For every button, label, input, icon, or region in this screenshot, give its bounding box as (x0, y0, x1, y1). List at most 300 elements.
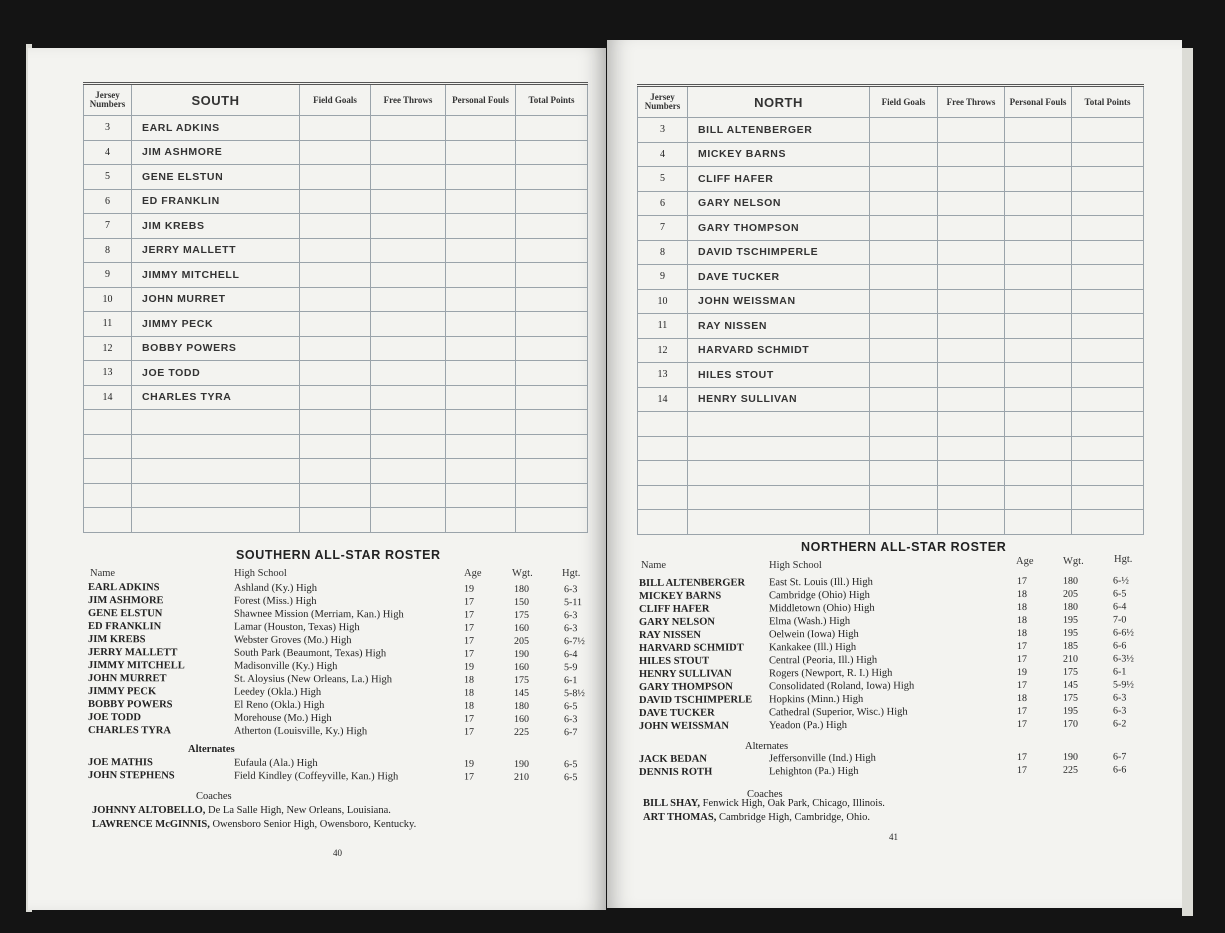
score-cell (1072, 216, 1144, 241)
score-cell (516, 336, 588, 361)
right-page-edge (1182, 48, 1193, 916)
jersey-number-cell: 5 (84, 165, 132, 190)
score-cell (1072, 289, 1144, 314)
score-cell (371, 410, 446, 435)
table-row (84, 410, 588, 435)
score-cell (1005, 412, 1072, 437)
roster-school: Kankakee (Ill.) High (768, 641, 857, 654)
score-cell (300, 336, 371, 361)
score-cell (1072, 510, 1144, 535)
table-row (638, 412, 1144, 437)
score-cell (516, 459, 588, 484)
roster-hgt: 6-3 (563, 714, 578, 726)
roster-wgt: 175 (513, 609, 530, 621)
score-cell (371, 336, 446, 361)
score-cell (446, 116, 516, 141)
jersey-number-cell: 12 (638, 338, 688, 363)
jersey-number-cell: 10 (84, 287, 132, 312)
roster-wgt: 170 (1062, 718, 1079, 730)
roster-hgt: 6-½ (1112, 575, 1129, 587)
jersey-number-cell: 9 (84, 263, 132, 288)
roster-age: 17 (463, 648, 475, 660)
roster-school: Elma (Wash.) High (768, 615, 851, 628)
score-cell (1005, 265, 1072, 290)
roster-age: 17 (463, 609, 475, 621)
score-cell (1072, 265, 1144, 290)
roster-school: East St. Louis (Ill.) High (768, 576, 873, 589)
roster-hgt: 6-6 (1112, 640, 1127, 652)
player-name-cell (132, 459, 300, 484)
score-cell (516, 410, 588, 435)
roster-hgt: 5-9½ (1112, 679, 1134, 691)
northern-roster (639, 540, 1154, 900)
roster-age: 19 (463, 758, 475, 770)
roster-age: 17 (463, 635, 475, 647)
roster-name: JOHN STEPHENS (87, 770, 175, 782)
roster-name: JOE MATHIS (87, 757, 153, 769)
roster-hgt: 6-5 (563, 759, 578, 771)
roster-age: 19 (463, 583, 475, 595)
team-header-south: SOUTH (132, 84, 300, 116)
roster-wgt: 225 (513, 726, 530, 738)
score-cell (938, 485, 1005, 510)
player-name-cell: RAY NISSEN (688, 314, 870, 339)
score-cell (446, 287, 516, 312)
roster-age: 19 (463, 661, 475, 673)
score-cell (938, 118, 1005, 143)
roster-school: Yeadon (Pa.) High (768, 719, 848, 732)
roster-header-hgt: Hgt. (1114, 554, 1133, 565)
roster-hgt: 6-6 (1112, 764, 1127, 776)
jersey-number-cell: 13 (84, 361, 132, 386)
jersey-number-cell: 10 (638, 289, 688, 314)
roster-age: 17 (1016, 640, 1028, 653)
roster-school: Ashland (Ky.) High (233, 582, 318, 594)
free-throws-header: Free Throws (371, 84, 446, 116)
roster-age: 18 (463, 700, 475, 712)
roster-age: 18 (1016, 627, 1028, 640)
score-cell (300, 459, 371, 484)
roster-name: JIM KREBS (87, 634, 146, 646)
roster-school: Jeffersonville (Ind.) High (768, 752, 876, 765)
roster-school: Central (Peoria, Ill.) High (768, 654, 878, 667)
score-cell (371, 263, 446, 288)
roster-name: JIMMY MITCHELL (87, 660, 185, 672)
table-row (638, 216, 1144, 241)
alternates-label: Alternates (188, 744, 235, 755)
score-cell (516, 312, 588, 337)
roster-wgt: 195 (1062, 627, 1079, 639)
score-cell (870, 412, 938, 437)
jersey-number-cell: 4 (84, 140, 132, 165)
roster-hgt: 6-7½ (563, 636, 585, 648)
roster-name: MICKEY BARNS (638, 590, 722, 602)
score-cell (516, 263, 588, 288)
player-name-cell: EARL ADKINS (132, 116, 300, 141)
score-cell (870, 363, 938, 388)
roster-header-wgt: Wgt. (1063, 556, 1084, 567)
roster-age: 17 (463, 596, 475, 608)
roster-header-hgt: Hgt. (562, 568, 581, 579)
score-cell (371, 287, 446, 312)
table-row (638, 363, 1144, 388)
roster-name: CHARLES TYRA (87, 725, 171, 737)
roster-wgt: 160 (513, 713, 530, 725)
roster-school: Cathedral (Superior, Wisc.) High (768, 706, 908, 719)
roster-wgt: 145 (1062, 679, 1079, 691)
score-cell (938, 265, 1005, 290)
coach-name: JOHNNY ALTOBELLO, (92, 805, 206, 816)
roster-school: Atherton (Louisville, Ky.) High (233, 725, 368, 738)
score-cell (1005, 485, 1072, 510)
roster-hgt: 6-5 (563, 701, 578, 713)
table-row (638, 265, 1144, 290)
roster-age: 19 (1016, 666, 1028, 679)
roster-name: DENNIS ROTH (638, 766, 713, 778)
roster-wgt: 180 (513, 700, 530, 712)
player-name-cell: DAVE TUCKER (688, 265, 870, 290)
roster-age: 17 (463, 771, 475, 783)
score-cell (446, 165, 516, 190)
coach-name: ART THOMAS, (643, 812, 717, 823)
roster-hgt: 6-4 (563, 649, 578, 661)
player-name-cell: ED FRANKLIN (132, 189, 300, 214)
player-name-cell (688, 436, 870, 461)
score-cell (870, 191, 938, 216)
personal-fouls-header: Personal Fouls (446, 84, 516, 116)
score-cell (446, 263, 516, 288)
jersey-number-cell (638, 510, 688, 535)
player-name-cell (132, 483, 300, 508)
score-cell (938, 412, 1005, 437)
score-cell (938, 387, 1005, 412)
player-name-cell (132, 508, 300, 533)
roster-header-wgt: Wgt. (512, 568, 533, 579)
roster-name: HENRY SULLIVAN (638, 668, 732, 680)
player-name-cell: JERRY MALLETT (132, 238, 300, 263)
score-cell (870, 314, 938, 339)
table-row (84, 459, 588, 484)
player-name-cell: JOHN WEISSMAN (688, 289, 870, 314)
roster-wgt: 175 (1062, 692, 1079, 704)
roster-header-school: High School (234, 568, 287, 579)
roster-wgt: 225 (1062, 764, 1079, 776)
personal-fouls-header: Personal Fouls (1005, 86, 1072, 118)
roster-wgt: 180 (513, 583, 530, 595)
score-cell (938, 191, 1005, 216)
roster-hgt: 5-11 (563, 597, 582, 609)
page-number: 41 (889, 832, 898, 842)
roster-age: 18 (463, 674, 475, 686)
score-cell (516, 116, 588, 141)
roster-name: JIM ASHMORE (87, 595, 164, 607)
score-cell (300, 214, 371, 239)
jersey-number-cell (638, 436, 688, 461)
player-name-cell: BOBBY POWERS (132, 336, 300, 361)
score-cell (870, 387, 938, 412)
score-cell (1005, 363, 1072, 388)
score-cell (1005, 191, 1072, 216)
roster-title: NORTHERN ALL-STAR ROSTER (801, 540, 1007, 554)
table-row (84, 508, 588, 533)
player-name-cell: HARVARD SCHMIDT (688, 338, 870, 363)
jersey-number-cell (638, 461, 688, 486)
player-name-cell (688, 461, 870, 486)
jersey-number-cell: 7 (638, 216, 688, 241)
player-name-cell: GARY NELSON (688, 191, 870, 216)
roster-school: Rogers (Newport, R. I.) High (768, 667, 893, 680)
roster-name: GENE ELSTUN (87, 608, 163, 620)
score-cell (446, 459, 516, 484)
roster-wgt: 190 (1062, 751, 1079, 763)
score-cell (516, 140, 588, 165)
score-cell (300, 508, 371, 533)
score-cell (870, 265, 938, 290)
player-name-cell: CHARLES TYRA (132, 385, 300, 410)
jersey-numbers-header: Jersey Numbers (638, 86, 688, 118)
coach-school: Cambridge High, Cambridge, Ohio. (716, 812, 871, 823)
player-name-cell: GARY THOMPSON (688, 216, 870, 241)
roster-school: Madisonville (Ky.) High (233, 660, 338, 673)
player-name-cell: BILL ALTENBERGER (688, 118, 870, 143)
jersey-number-cell: 14 (84, 385, 132, 410)
score-cell (1072, 314, 1144, 339)
score-cell (446, 361, 516, 386)
jersey-number-cell: 8 (638, 240, 688, 265)
roster-hgt: 6-5 (563, 772, 578, 784)
jersey-numbers-header: Jersey Numbers (84, 84, 132, 116)
roster-age: 18 (1016, 692, 1028, 705)
score-cell (371, 459, 446, 484)
table-row (638, 167, 1144, 192)
jersey-number-cell: 12 (84, 336, 132, 361)
score-cell (300, 165, 371, 190)
score-cell (516, 189, 588, 214)
roster-hgt: 6-3½ (1112, 653, 1134, 665)
table-row (638, 240, 1144, 265)
roster-school: St. Aloysius (New Orleans, La.) High (233, 673, 393, 686)
roster-school: Leedey (Okla.) High (233, 686, 322, 699)
score-cell (516, 165, 588, 190)
roster-hgt: 6-1 (1112, 666, 1127, 678)
roster-wgt: 190 (513, 648, 530, 660)
score-cell (1072, 167, 1144, 192)
north-scoresheet (637, 84, 1144, 535)
team-header-north: NORTH (688, 86, 870, 118)
score-cell (1005, 118, 1072, 143)
coaches-label: Coaches (196, 791, 232, 802)
score-cell (300, 385, 371, 410)
table-row (638, 436, 1144, 461)
roster-school: Consolidated (Roland, Iowa) High (768, 680, 915, 693)
table-row (638, 191, 1144, 216)
player-name-cell (132, 434, 300, 459)
score-cell (938, 338, 1005, 363)
table-row (84, 116, 588, 141)
player-name-cell: JOHN MURRET (132, 287, 300, 312)
roster-hgt: 6-6½ (1112, 627, 1134, 639)
roster-name: ED FRANKLIN (87, 621, 162, 633)
roster-school: Forest (Miss.) High (233, 595, 317, 607)
score-cell (300, 483, 371, 508)
player-name-cell (132, 410, 300, 435)
roster-wgt: 205 (1062, 588, 1079, 600)
roster-hgt: 6-3 (563, 584, 578, 596)
score-cell (1072, 363, 1144, 388)
jersey-number-cell (638, 485, 688, 510)
roster-school: Morehouse (Mo.) High (233, 712, 332, 725)
score-cell (371, 483, 446, 508)
jersey-number-cell: 7 (84, 214, 132, 239)
score-cell (1005, 338, 1072, 363)
score-cell (1072, 412, 1144, 437)
roster-school: Field Kindley (Coffeyville, Kan.) High (233, 770, 399, 783)
score-cell (516, 361, 588, 386)
score-cell (300, 116, 371, 141)
roster-hgt: 6-5 (1112, 588, 1127, 600)
alternates-label: Alternates (745, 741, 789, 752)
coach-line (92, 819, 416, 830)
roster-wgt: 175 (1062, 666, 1079, 678)
jersey-number-cell: 11 (84, 312, 132, 337)
roster-age: 17 (1016, 751, 1028, 764)
score-cell (516, 238, 588, 263)
roster-name: JIMMY PECK (87, 686, 157, 698)
roster-name: HILES STOUT (638, 655, 710, 667)
player-name-cell: DAVID TSCHIMPERLE (688, 240, 870, 265)
score-cell (1072, 387, 1144, 412)
left-page (28, 48, 606, 910)
roster-age: 17 (1016, 575, 1028, 588)
score-cell (371, 189, 446, 214)
table-row (84, 312, 588, 337)
jersey-number-cell: 11 (638, 314, 688, 339)
jersey-number-cell: 14 (638, 387, 688, 412)
roster-wgt: 180 (1062, 575, 1079, 587)
score-cell (300, 189, 371, 214)
score-cell (446, 385, 516, 410)
field-goals-header: Field Goals (300, 84, 371, 116)
jersey-number-cell (84, 434, 132, 459)
table-row (638, 387, 1144, 412)
roster-name: JACK BEDAN (638, 753, 707, 765)
score-cell (938, 314, 1005, 339)
roster-name: CLIFF HAFER (638, 603, 710, 615)
score-cell (446, 140, 516, 165)
player-name-cell (688, 485, 870, 510)
roster-hgt: 6-3 (1112, 705, 1127, 717)
score-cell (870, 510, 938, 535)
score-cell (870, 167, 938, 192)
score-cell (446, 336, 516, 361)
score-cell (371, 385, 446, 410)
roster-wgt: 160 (513, 622, 530, 634)
score-cell (1005, 510, 1072, 535)
roster-age: 17 (1016, 653, 1028, 666)
coach-school: Owensboro Senior High, Owensboro, Kentucky. (209, 819, 417, 830)
score-cell (1072, 191, 1144, 216)
score-cell (1005, 289, 1072, 314)
roster-hgt: 6-3 (563, 610, 578, 622)
jersey-number-cell: 6 (638, 191, 688, 216)
score-cell (870, 118, 938, 143)
roster-name: EARL ADKINS (87, 582, 160, 594)
roster-name: JERRY MALLETT (87, 647, 178, 659)
table-row (638, 289, 1144, 314)
roster-school: Lamar (Houston, Texas) High (233, 621, 360, 634)
right-page (607, 40, 1182, 908)
roster-name: JOE TODD (87, 712, 142, 724)
table-row (638, 461, 1144, 486)
roster-wgt: 160 (513, 661, 530, 673)
score-cell (300, 410, 371, 435)
roster-header-age: Age (1016, 556, 1034, 567)
score-cell (516, 214, 588, 239)
roster-age: 18 (1016, 588, 1028, 601)
free-throws-header: Free Throws (938, 86, 1005, 118)
player-name-cell: JIMMY PECK (132, 312, 300, 337)
roster-hgt: 6-1 (563, 675, 578, 687)
roster-hgt: 6-4 (1112, 601, 1127, 613)
score-cell (870, 240, 938, 265)
table-row (638, 338, 1144, 363)
table-row (84, 385, 588, 410)
jersey-number-cell: 3 (638, 118, 688, 143)
player-name-cell: JIM ASHMORE (132, 140, 300, 165)
score-cell (446, 483, 516, 508)
jersey-number-cell: 5 (638, 167, 688, 192)
score-cell (371, 214, 446, 239)
jersey-number-cell (84, 459, 132, 484)
score-cell (1072, 436, 1144, 461)
player-name-cell: HILES STOUT (688, 363, 870, 388)
roster-hgt: 6-2 (1112, 718, 1127, 730)
roster-name: GARY THOMPSON (638, 681, 733, 693)
roster-title: SOUTHERN ALL-STAR ROSTER (236, 548, 441, 562)
score-cell (1005, 142, 1072, 167)
roster-name: BOBBY POWERS (87, 699, 173, 711)
score-cell (938, 240, 1005, 265)
roster-hgt: 6-3 (563, 623, 578, 635)
player-name-cell: GENE ELSTUN (132, 165, 300, 190)
roster-name: RAY NISSEN (638, 629, 701, 641)
score-cell (371, 238, 446, 263)
table-row (84, 165, 588, 190)
jersey-number-cell: 4 (638, 142, 688, 167)
score-cell (1072, 461, 1144, 486)
score-cell (1005, 314, 1072, 339)
score-cell (938, 216, 1005, 241)
table-row (638, 118, 1144, 143)
coach-name: LAWRENCE McGINNIS, (92, 819, 210, 830)
roster-wgt: 210 (513, 771, 530, 783)
roster-age: 18 (1016, 601, 1028, 614)
score-cell (516, 483, 588, 508)
jersey-number-cell (84, 483, 132, 508)
roster-header-name: Name (641, 560, 667, 571)
roster-name: BILL ALTENBERGER (638, 577, 746, 589)
score-cell (870, 461, 938, 486)
score-cell (446, 238, 516, 263)
score-cell (446, 508, 516, 533)
score-cell (371, 312, 446, 337)
roster-school: Shawnee Mission (Merriam, Kan.) High (233, 608, 404, 621)
roster-wgt: 190 (513, 758, 530, 770)
table-row (84, 336, 588, 361)
roster-school: Lehighton (Pa.) High (768, 765, 859, 778)
roster-name: GARY NELSON (638, 616, 715, 628)
jersey-number-cell: 8 (84, 238, 132, 263)
